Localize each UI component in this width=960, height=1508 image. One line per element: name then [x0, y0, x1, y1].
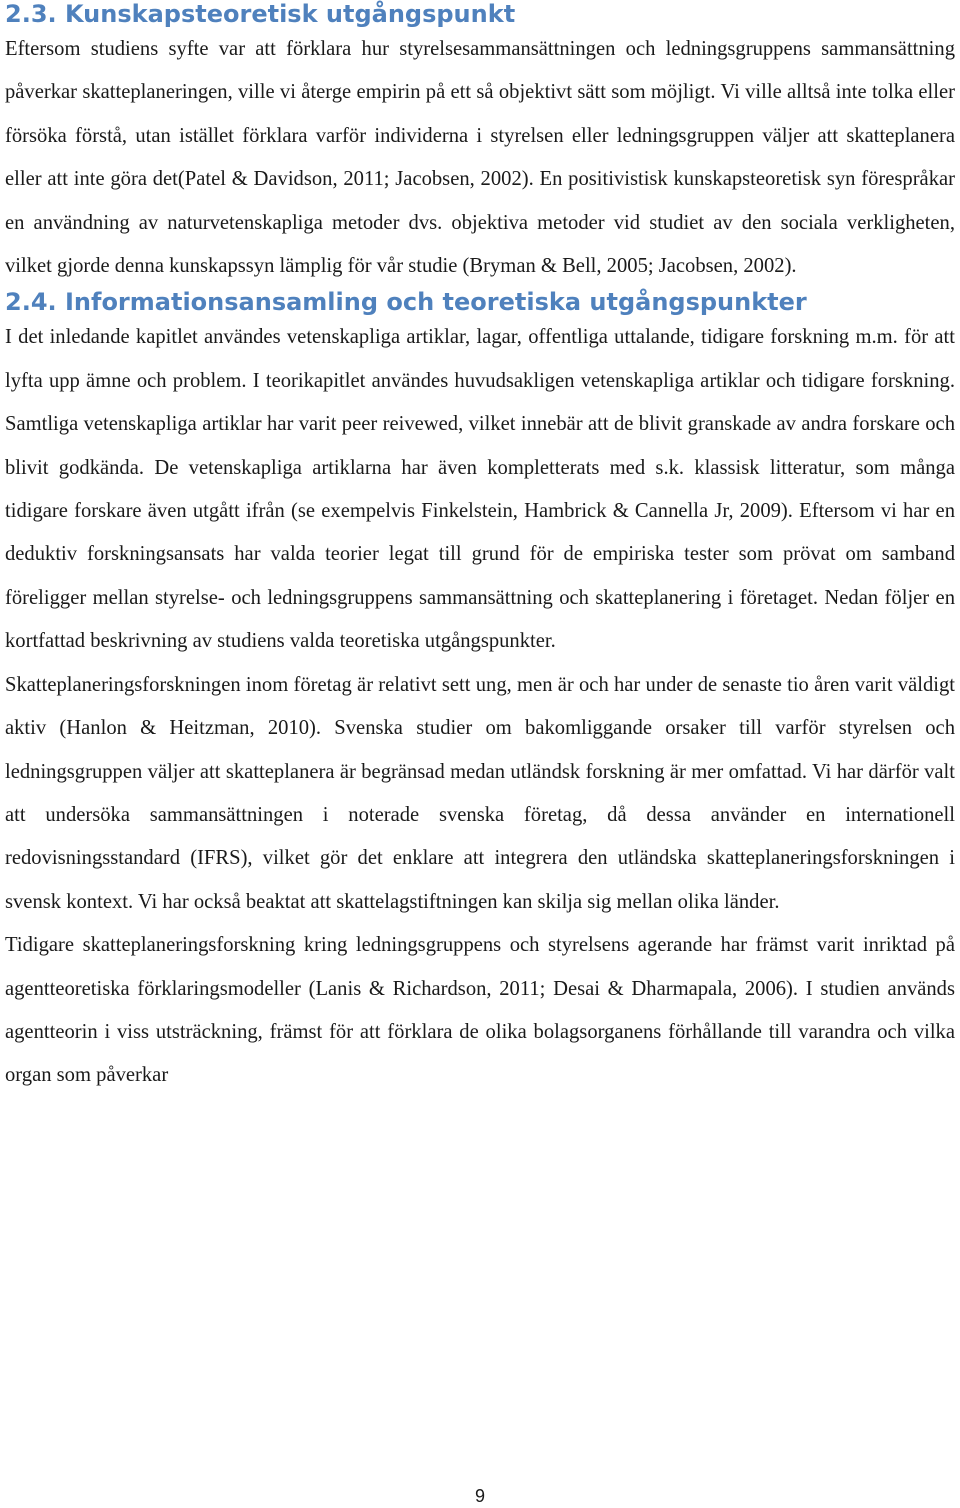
body-paragraph: Tidigare skatteplaneringsforskning kring ledningsgruppens och styrelsens agerande har främst varit inriktad på agentteoretiska förklaringsmodeller (Lanis & Richardson, 2011; Desai & Dharmapala, 2006). I studien används agentteorin i viss utsträckning, främst för att förklara de olika bolagsorganens förhållande till varandra och vilka organ som påverkar	[5, 934, 955, 1087]
section-heading: 2.3. Kunskapsteoretisk utgångspunkt	[5, 0, 516, 28]
body-paragraph: Skatteplaneringsforskningen inom företag är relativt sett ung, men är och har under de senaste tio åren varit väldigt aktiv (Hanlon & Heitzman, 2010). Svenska studier om bakomliggande orsaker till varför styrelsen och ledningsgruppen väljer att skatteplanera är begränsad medan utländsk forskning är mer omfattad. Vi har därför valt att undersöka sammansättningen i noterade svenska företag, då dessa använder en internationell redovisningsstandard (IFRS), vilket gör det enklare att integrera den utländska skatteplaneringsforskningen i svensk kontext. Vi har också beaktat att skattelagstiftningen kan skilja sig mellan olika länder.	[5, 673, 955, 913]
body-paragraph: Eftersom studiens syfte var att förklara hur styrelsesammansättningen och ledningsgruppens sammansättning påverkar skatteplaneringen, ville vi återge empirin på ett så objektivt sätt som möjligt. Vi ville alltså inte tolka eller försöka förstå, utan istället förklara varför individerna i styrelsen eller ledningsgruppen väljer att skatteplanera eller att inte göra det(Patel & Davidson, 2011; Jacobsen, 2002). En positivistisk kunskapsteoretisk syn förespråkar en användning av naturvetenskapliga metoder dvs. objektiva metoder vid studiet av den sociala verkligheten, vilket gjorde denna kunskapssyn lämplig för vår studie (Bryman & Bell, 2005; Jacobsen, 2002).	[5, 38, 955, 278]
document-page	[5, 0, 955, 1098]
body-paragraph: I det inledande kapitlet användes vetenskapliga artiklar, lagar, offentliga uttalande, tidigare forskning m.m. för att lyfta upp ämne och problem. I teorikapitlet användes huvudsakligen vetenskapliga artiklar och tidigare forskning. Samtliga vetenskapliga artiklar har varit peer reivewed, vilket innebär att de blivit granskade av andra forskare och blivit godkända. De vetenskapliga artiklarna har även kompletterats med s.k. klassisk litteratur, som många tidigare forskare även utgått ifrån (se exempelvis Finkelstein, Hambrick & Cannella Jr, 2009). Eftersom vi har en deduktiv forskningsansats har valda teorier legat till grund för de empiriska tester som prövat om samband föreligger mellan styrelse- och ledningsgruppens sammansättning och skatteplanering i företaget. Nedan följer en kortfattad beskrivning av studiens valda teoretiska utgångspunkter.	[5, 326, 955, 653]
page-number: 9	[474, 1486, 485, 1506]
section-heading: 2.4. Informationsansamling och teoretiska utgångspunkter	[5, 288, 807, 317]
